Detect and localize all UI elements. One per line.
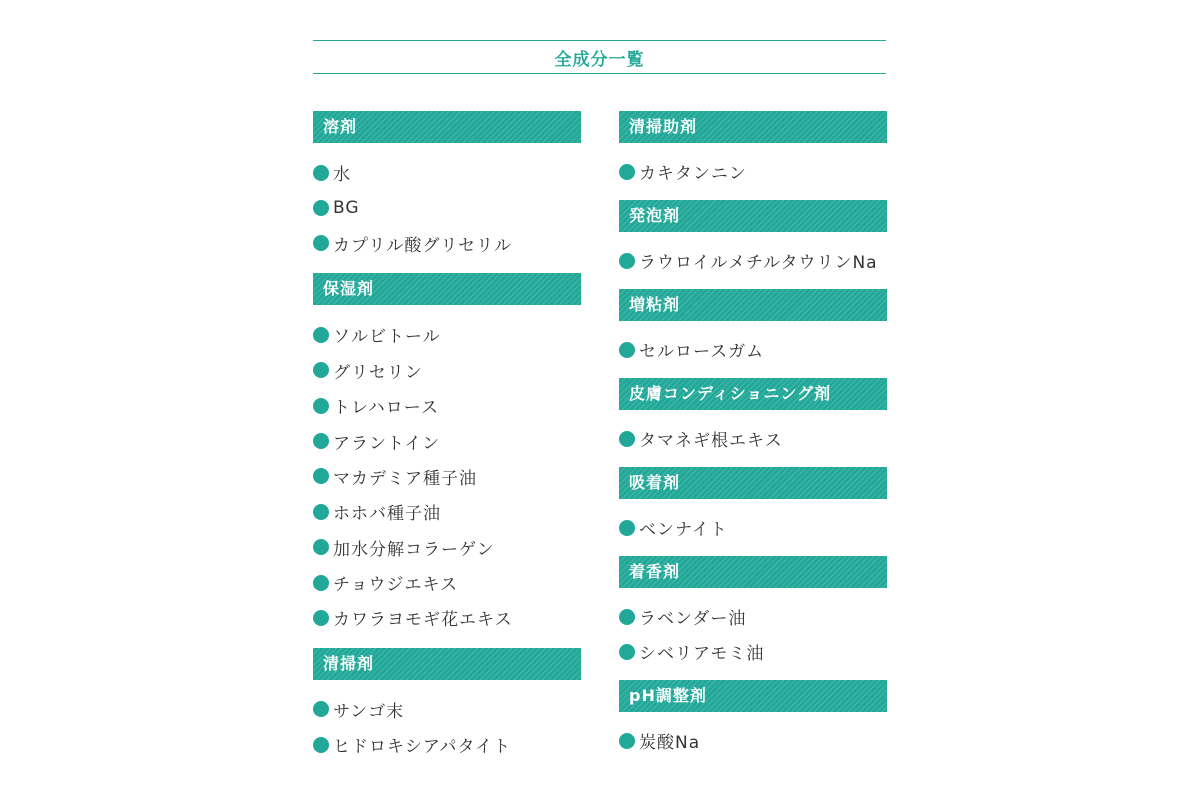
circle-bullet-icon [619, 733, 635, 749]
page-title: 全成分一覧 [554, 49, 645, 70]
ingredient-item [313, 565, 581, 600]
category-header: 溶剤 [313, 111, 581, 143]
ingredient-name: カワラヨモギ花エキス [333, 610, 513, 631]
category-foaming-agent [619, 200, 887, 289]
ingredient-item [313, 423, 581, 458]
ingredient-name: カプリル酸グリセリル [333, 235, 513, 256]
ingredient-item [313, 190, 581, 225]
circle-bullet-icon [313, 398, 329, 414]
ingredient-name: 水 [333, 165, 351, 186]
circle-bullet-icon [313, 362, 329, 378]
category-skin-conditioning [619, 378, 887, 467]
ingredient-list [619, 588, 887, 680]
ingredient-item [619, 634, 887, 669]
ingredient-name: マカデミア種子油 [333, 468, 477, 489]
category-header: 清掃剤 [313, 648, 581, 680]
circle-bullet-icon [619, 253, 635, 269]
ingredient-list [619, 143, 887, 200]
circle-bullet-icon [619, 520, 635, 536]
category-header: 着香剤 [619, 556, 887, 588]
circle-bullet-icon [313, 468, 329, 484]
ingredient-name: サンゴ末 [333, 701, 405, 722]
ingredient-list [619, 321, 887, 378]
ingredient-item [313, 600, 581, 635]
circle-bullet-icon [313, 433, 329, 449]
category-header: 吸着剤 [619, 467, 887, 499]
ingredient-name: ベンナイト [639, 520, 728, 540]
circle-bullet-icon [619, 609, 635, 625]
ingredient-name: カキタンニン [639, 164, 747, 184]
ingredient-item [313, 459, 581, 494]
ingredient-list [619, 410, 887, 467]
ingredient-item [619, 723, 887, 758]
circle-bullet-icon [313, 610, 329, 626]
circle-bullet-icon [619, 342, 635, 358]
left-column [313, 111, 581, 774]
ingredient-name: ソルビトール [333, 327, 441, 348]
circle-bullet-icon [313, 200, 329, 216]
category-thickener [619, 289, 887, 378]
ingredient-item [313, 317, 581, 352]
ingredient-name: ラウロイルメチルタウリンNa [639, 253, 878, 273]
ingredient-name: ホホバ種子油 [333, 504, 441, 525]
ingredient-item [313, 530, 581, 565]
ingredient-name: シベリアモミ油 [639, 644, 765, 664]
ingredient-name: チョウジエキス [333, 575, 459, 596]
ingredient-name: セルロースガム [639, 342, 765, 362]
ingredient-item [313, 692, 581, 727]
category-solvent [313, 111, 581, 273]
ingredient-item [619, 510, 887, 545]
circle-bullet-icon [313, 327, 329, 343]
circle-bullet-icon [313, 575, 329, 591]
circle-bullet-icon [313, 165, 329, 181]
ingredient-item [313, 727, 581, 762]
ingredient-item [619, 599, 887, 634]
ingredient-item [313, 388, 581, 423]
ingredient-item [313, 226, 581, 261]
category-header: 発泡剤 [619, 200, 887, 232]
ingredient-name: アラントイン [333, 433, 441, 454]
ingredient-name: タマネギ根エキス [639, 431, 783, 451]
ingredient-list [619, 499, 887, 556]
circle-bullet-icon [619, 644, 635, 660]
circle-bullet-icon [313, 235, 329, 251]
category-header: 皮膚コンディショニング剤 [619, 378, 887, 410]
ingredient-name: ラベンダー油 [639, 609, 747, 629]
ingredient-item [313, 494, 581, 529]
ingredient-name: トレハロース [333, 398, 439, 419]
category-header: pH調整剤 [619, 680, 887, 712]
category-fragrance [619, 556, 887, 680]
ingredient-item [619, 154, 887, 189]
ingredient-name: グリセリン [333, 362, 423, 383]
ingredient-list [619, 712, 887, 769]
category-header: 清掃助剤 [619, 111, 887, 143]
circle-bullet-icon [619, 431, 635, 447]
circle-bullet-icon [619, 164, 635, 180]
ingredient-list [619, 232, 887, 289]
ingredients-title-bar [313, 40, 886, 74]
ingredient-list [313, 305, 581, 648]
ingredient-name: 加水分解コラーゲン [333, 539, 495, 560]
category-moisturizer [313, 273, 581, 648]
category-header: 増粘剤 [619, 289, 887, 321]
ingredient-item [313, 155, 581, 190]
ingredient-item [619, 421, 887, 456]
ingredient-name: 炭酸Na [639, 733, 701, 753]
ingredient-list [313, 143, 581, 273]
category-adsorbent [619, 467, 887, 556]
category-ph-adjuster [619, 680, 887, 769]
category-header: 保湿剤 [313, 273, 581, 305]
circle-bullet-icon [313, 539, 329, 555]
circle-bullet-icon [313, 504, 329, 520]
circle-bullet-icon [313, 701, 329, 717]
category-cleaning-agent [313, 648, 581, 775]
ingredient-item [313, 353, 581, 388]
right-column [619, 111, 887, 769]
circle-bullet-icon [313, 737, 329, 753]
ingredient-item [619, 243, 887, 278]
category-cleaning-aid [619, 111, 887, 200]
ingredient-item [619, 332, 887, 367]
ingredient-list [313, 680, 581, 775]
ingredient-name: ヒドロキシアパタイト [333, 737, 512, 758]
ingredient-name: BG [333, 198, 360, 219]
